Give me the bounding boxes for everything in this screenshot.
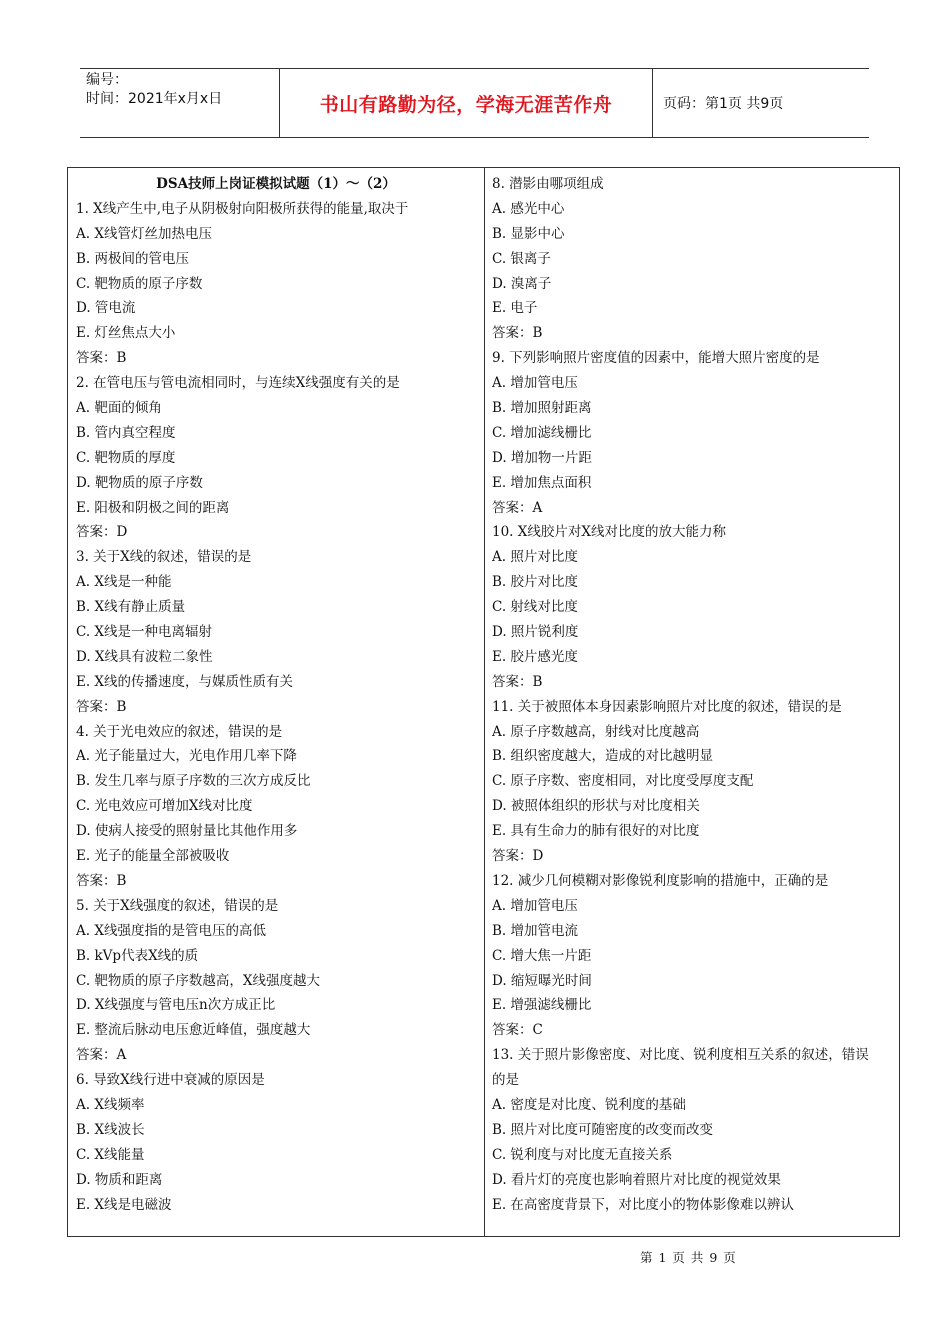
question-line: A. X线是一种能	[76, 574, 172, 591]
question-line: 10. X线胶片对X线对比度的放大能力称	[492, 524, 726, 541]
question-line: A. X线管灯丝加热电压	[76, 225, 212, 242]
question-line: D. 靶物质的原子序数	[76, 474, 203, 491]
question-line: D. 被照体组织的形状与对比度相关	[492, 798, 700, 815]
question-line: B. 管内真空程度	[76, 424, 176, 441]
question-line: D. 看片灯的亮度也影响着照片对比度的视觉效果	[492, 1171, 781, 1188]
question-line: B. kVp代表X线的质	[76, 947, 199, 964]
question-line: C. 增大焦一片距	[492, 947, 592, 964]
question-line: 4. 关于光电效应的叙述，错误的是	[76, 723, 283, 740]
time-label: 时间：2021年x月x日	[86, 91, 223, 107]
question-line: C. X线能量	[76, 1146, 145, 1163]
question-line: E. 胶片感光度	[492, 648, 578, 665]
question-line: E. 增强滤线栅比	[492, 997, 592, 1014]
question-line: B. 发生几率与原子序数的三次方成反比	[76, 773, 311, 790]
question-line: 9. 下列影响照片密度值的因素中，能增大照片密度的是	[492, 350, 820, 367]
question-line: D. 管电流	[76, 300, 136, 317]
question-line: B. X线有静止质量	[76, 599, 186, 616]
question-line: D. 增加物一片距	[492, 449, 592, 466]
question-line: C. 原子序数、密度相同，对比度受厚度支配	[492, 773, 754, 790]
question-line: E. 增加焦点面积	[492, 474, 592, 491]
question-line: 8. 潜影由哪项组成	[492, 176, 604, 192]
question-line: C. 光电效应可增加X线对比度	[76, 798, 253, 815]
question-line: 答案：B	[76, 350, 127, 367]
question-line: B. X线波长	[76, 1121, 145, 1138]
question-line: 11. 关于被照体本身因素影响照片对比度的叙述，错误的是	[492, 698, 842, 715]
question-line: C. 锐利度与对比度无直接关系	[492, 1146, 673, 1163]
question-line: 答案：A	[492, 499, 543, 516]
question-line: E. 光子的能量全部被吸收	[76, 848, 230, 865]
left-column	[76, 172, 476, 1217]
question-line: E. X线是电磁波	[76, 1196, 172, 1213]
question-line: 5. 关于X线强度的叙述，错误的是	[76, 897, 279, 914]
header-slogan: 书山有路勤为径，学海无涯苦作舟	[280, 69, 653, 137]
question-line: B. 增加管电流	[492, 922, 579, 939]
question-line: E. 电子	[492, 300, 538, 317]
question-line: 12. 减少几何模糊对影像锐利度影响的措施中，正确的是	[492, 872, 829, 889]
question-line: D. 缩短曝光时间	[492, 972, 592, 989]
exam-title: DSA技师上岗证模拟试题（1）～（2）	[156, 176, 396, 192]
question-line: A. X线频率	[76, 1096, 145, 1113]
question-line: D. 使病人接受的照射量比其他作用多	[76, 823, 298, 840]
question-line: A. 密度是对比度、锐利度的基础	[492, 1096, 686, 1113]
question-line: C. 靶物质的原子序数	[76, 275, 203, 292]
question-line: D. 照片锐利度	[492, 624, 579, 641]
question-line: E. 阳极和阴极之间的距离	[76, 499, 230, 516]
header-meta	[80, 69, 280, 137]
question-line: 答案：B	[492, 325, 543, 342]
right-column	[492, 172, 894, 1217]
question-line: A. 增加管电压	[492, 375, 578, 392]
question-line: C. 射线对比度	[492, 599, 578, 616]
header-page-code: 页码：第1页 共9页	[663, 96, 784, 112]
question-line: B. 显影中心	[492, 225, 565, 242]
question-line: B. 增加照射距离	[492, 400, 592, 417]
question-line: A. 靶面的倾角	[76, 400, 162, 417]
question-line: C. 银离子	[492, 250, 551, 267]
column-divider	[484, 168, 485, 1236]
exam-content-box	[67, 167, 900, 1237]
question-line: C. 靶物质的原子序数越高，X线强度越大	[76, 972, 321, 989]
question-line: B. 胶片对比度	[492, 574, 579, 591]
question-line: A. 光子能量过大，光电作用几率下降	[76, 748, 297, 765]
question-line: 答案：C	[492, 1022, 543, 1039]
question-line: 13. 关于照片影像密度、对比度、锐利度相互关系的叙述，错误	[492, 1047, 869, 1064]
question-line: D. 溴离子	[492, 275, 552, 292]
question-line: E. X线的传播速度，与媒质性质有关	[76, 673, 294, 690]
question-line: C. 靶物质的厚度	[76, 449, 176, 466]
question-line: 答案：D	[76, 524, 128, 541]
question-line: 答案：A	[76, 1047, 127, 1064]
question-line: 6. 导致X线行进中衰减的原因是	[76, 1072, 265, 1089]
question-line: 1. X线产生中,电子从阴极射向阳极所获得的能量,取决于	[76, 200, 409, 217]
question-line: 答案：B	[492, 673, 543, 690]
question-line: E. 具有生命力的肺有很好的对比度	[492, 823, 700, 840]
footer-page-number: 第 1 页 共 9 页	[640, 1250, 737, 1265]
question-line: D. X线强度与管电压n次方成正比	[76, 997, 276, 1014]
question-line: 答案：D	[492, 848, 544, 865]
question-line: 的是	[492, 1072, 519, 1089]
question-line: 3. 关于X线的叙述，错误的是	[76, 549, 252, 566]
document-header	[80, 68, 869, 138]
question-line: A. 原子序数越高，射线对比度越高	[492, 723, 700, 740]
question-line: B. 组织密度越大，造成的对比越明显	[492, 748, 714, 765]
question-line: A. X线强度指的是管电压的高低	[76, 922, 266, 939]
question-line: A. 增加管电压	[492, 897, 578, 914]
question-line: E. 在高密度背景下，对比度小的物体影像难以辨认	[492, 1196, 794, 1213]
question-line: C. 增加滤线栅比	[492, 424, 592, 441]
question-line: E. 灯丝焦点大小	[76, 325, 176, 342]
question-line: C. X线是一种电离辐射	[76, 624, 213, 641]
question-line: B. 照片对比度可随密度的改变而改变	[492, 1121, 714, 1138]
number-label: 编号：	[86, 72, 128, 88]
question-line: D. X线具有波粒二象性	[76, 648, 213, 665]
question-line: 答案：B	[76, 698, 127, 715]
question-line: A. 照片对比度	[492, 549, 578, 566]
question-line: A. 感光中心	[492, 200, 565, 217]
question-line: E. 整流后脉动电压愈近峰值，强度越大	[76, 1022, 311, 1039]
question-line: D. 物质和距离	[76, 1171, 163, 1188]
question-line: 2. 在管电压与管电流相同时，与连续X线强度有关的是	[76, 375, 400, 392]
question-line: B. 两极间的管电压	[76, 250, 190, 267]
question-line: 答案：B	[76, 872, 127, 889]
